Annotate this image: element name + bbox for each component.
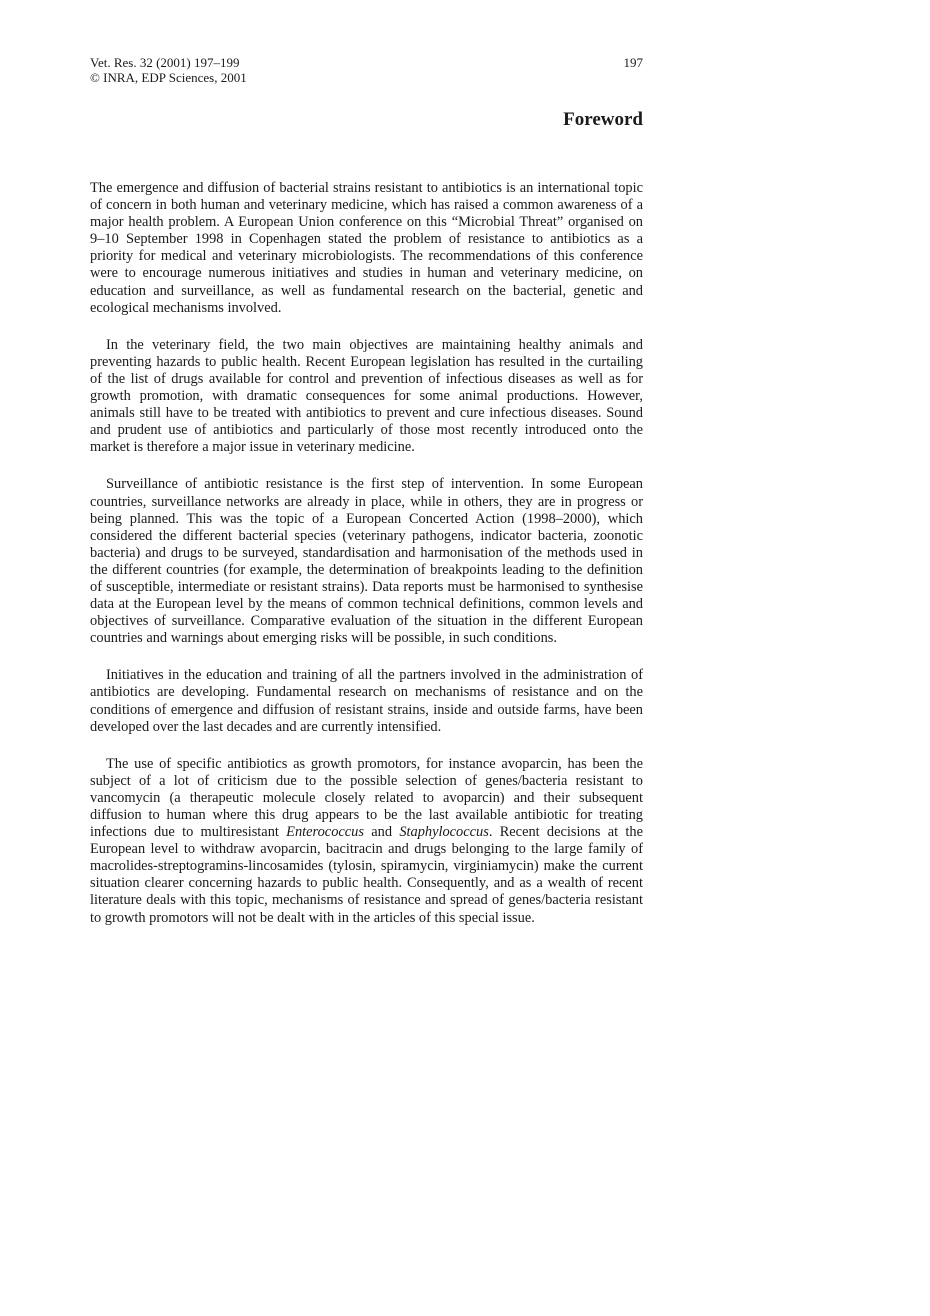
journal-citation: Vet. Res. 32 (2001) 197–199 — [90, 55, 240, 70]
paragraph-5-part-3: . Recent decisions at the European level to withdraw avoparcin, bacitracin and drugs belonging to the large family of macrolides-streptogramins-lincosamides (tylosin, spiramycin, virginiamycin) make the current situation clearer concerning hazards to public health. Consequently, and as a wealth of recent literature deals with this topic, mechanisms of resistance and spread of genes/bacteria resistant to growth promotors will not be dealt with in the articles of this special issue. — [90, 824, 644, 926]
paragraph-4: Initiatives in the education and training of all the partners involved in the administration of antibiotics are developing. Fundamental research on mechanisms of resistance and on the conditions of emergence and diffusion of resistant strains, inside and outside farms, have been developed over the last decades and are currently intensified. — [90, 667, 643, 735]
staphylococcus-term: Staphylococcus — [399, 824, 489, 841]
running-header — [90, 55, 247, 85]
article-title: Foreword — [563, 109, 643, 130]
article-body — [90, 180, 643, 927]
paragraph-5-part-2: and — [363, 824, 400, 841]
page-number: 197 — [623, 55, 643, 70]
paragraph-1: The emergence and diffusion of bacterial strains resistant to antibiotics is an international topic of concern in both human and veterinary medicine, which has raised a common awareness of a major health problem. A European Union conference on this “Microbial Threat” organised on 9–10 September 1998 in Copenhagen stated the problem of resistance to antibiotics as a priority for medical and veterinary microbiologists. The recommendations of this conference were to encourage numerous initiatives and studies in human and veterinary medicine, on education and surveillance, as well as fundamental research on the bacterial, genetic and ecological mechanisms involved. — [90, 180, 643, 316]
enterococcus-term: Enterococcus — [286, 824, 364, 841]
copyright-notice: © INRA, EDP Sciences, 2001 — [90, 70, 247, 85]
paragraph-3: Surveillance of antibiotic resistance is the first step of intervention. In some European countries, surveillance networks are already in place, while in others, they are in progress or being planned. This was the topic of a European Concerted Action (1998–2000), which considered the different bacterial species (veterinary pathogens, indicator bacteria, zoonotic bacteria) and drugs to be surveyed, standardisation and harmonisation of the methods used in the different countries (for example, the determination of breakpoints leading to the definition of susceptible, intermediate or resistant strains). Data reports must be harmonised to synthesise data at the European level by the means of common technical definitions, common levels and objectives of surveillance. Comparative evaluation of the situation in the different European countries and warnings about emerging risks will be possible, in such conditions. — [90, 476, 643, 647]
paragraph-5 — [90, 756, 643, 927]
paragraph-2: In the veterinary field, the two main objectives are maintaining healthy animals and preventing hazards to public health. Recent European legislation has resulted in the curtailing of the list of drugs available for control and prevention of infectious diseases as well as for growth promotion, with dramatic consequences for some animal productions. However, animals still have to be treated with antibiotics to prevent and cure infectious diseases. Sound and prudent use of antibiotics and particularly of those most recently introduced onto the market is therefore a major issue in veterinary medicine. — [90, 336, 643, 456]
paragraph-5-part-1: The use of specific antibiotics as growth promotors, for instance avoparcin, has been the subject of a lot of criticism due to the possible selection of genes/bacteria resistant to vancomycin (a therapeutic molecule closely related to avoparcin) and their subsequent diffusion to human where this drug appears to be the last available antibiotic for treating infections due to multiresistant — [90, 755, 643, 841]
